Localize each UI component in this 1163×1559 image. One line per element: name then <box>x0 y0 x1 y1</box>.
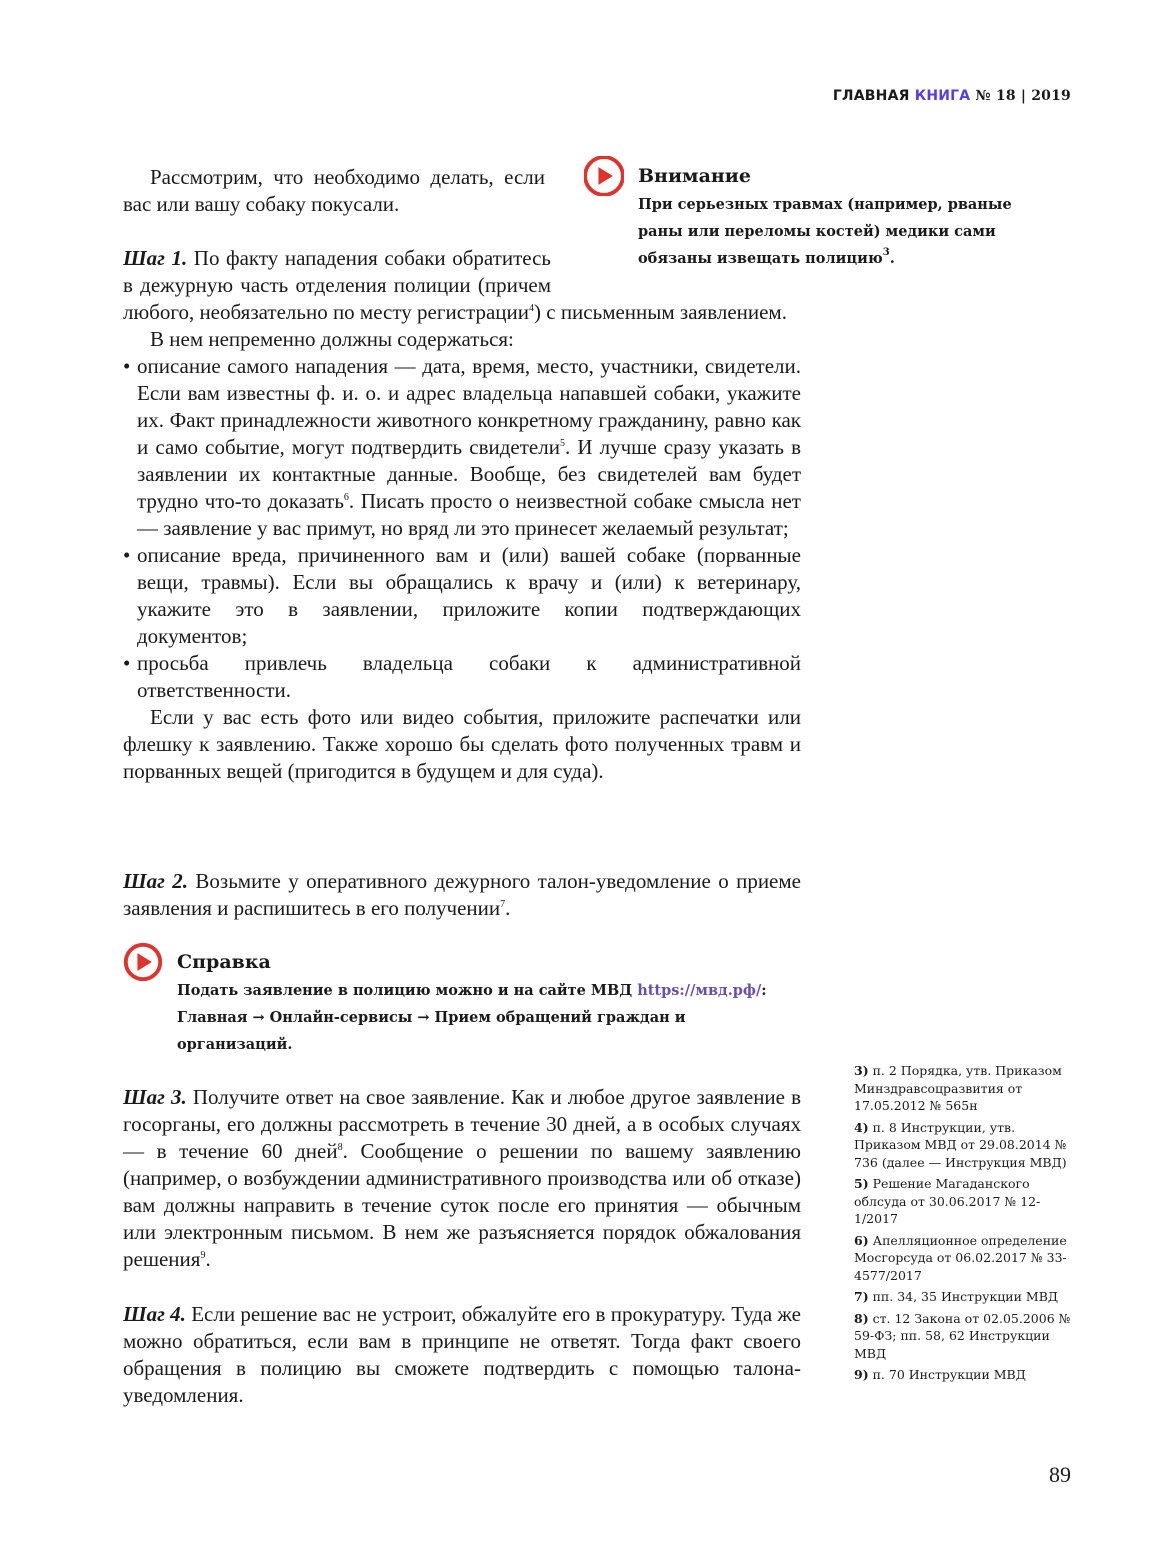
step1-paragraph: Шаг 1. По факту нападения собаки обратитесь в дежурную часть отделения полиции (причем любого, необязательно по месту регистрации$^4$) с письменным заявлением. <box>123 246 787 324</box>
issue-number: № 18 | 2019 <box>975 88 1071 104</box>
step2-label: Шаг 2. <box>123 869 189 893</box>
footnote: 9) п. 70 Инструкции МВД <box>854 1367 1026 1382</box>
brand-part2: КНИГА <box>914 88 971 104</box>
footnote: 6) Апелляционное определение Мосгорсуда от 06.02.2017 № 33-4577/2017 <box>854 1232 1067 1283</box>
step2-section <box>123 868 801 922</box>
step1-label: Шаг 1. <box>123 246 188 270</box>
reference-callout <box>123 942 803 1058</box>
page-number: 89 <box>1049 1462 1071 1487</box>
step3-paragraph: Шаг 3. Получите ответ на свое заявление. Как и любое другое заявление в госорганы, его должны рассмотреть в течение 30 дней, а в особых случаях — в течение 60 дней$^8$. Сообщение о решении по вашему заявлению (например, о возбуждении административного производства или об отказе) вам должны направить в течение суток после его принятия — обычным или электронным письмом. В нем же разъясняется порядок обжалования решения$^9$. <box>123 1085 801 1271</box>
list-intro: В нем непременно должны содержаться: <box>150 327 514 351</box>
brand-part1: ГЛАВНАЯ <box>832 88 910 104</box>
callout-body: Подать заявление в полицию можно и на сайте МВД https://мвд.рф/: Главная → Онлайн-сервисы → Прием обращений граждан и организаций. <box>177 982 767 1053</box>
step2-paragraph: Шаг 2. Возьмите у оперативного дежурного талон-уведомление о приеме заявления и распишитесь в его получении$^7$. <box>123 869 801 920</box>
footnote: 4) п. 8 Инструкции, утв. Приказом МВД от 29.08.2014 № 736 (далее — Инструкция МВД) <box>854 1119 1067 1170</box>
requirements-list <box>123 353 801 704</box>
step3-section <box>123 1084 801 1273</box>
footnote: 8) ст. 12 Закона от 02.05.2006 № 59-ФЗ; пп. 58, 62 Инструкции МВД <box>854 1310 1071 1361</box>
play-circle-icon <box>123 942 163 982</box>
step4-paragraph: Шаг 4. Если решение вас не устроит, обжалуйте его в прокуратуру. Туда же можно обратиться, если вам в принципе не ответят. Тогда факт своего обращения в полицию вы сможете подтвердить с помощью талона-уведомления. <box>123 1302 801 1407</box>
footnote: 7) пп. 34, 35 Инструкции МВД <box>854 1289 1059 1304</box>
intro-block <box>123 164 545 218</box>
list-item: • просьба привлечь владельца собаки к административной ответственности. <box>123 650 801 704</box>
step1-section <box>123 245 801 785</box>
list-item: • описание вреда, причиненного вам и (или) вашей собаке (порванные вещи, травмы). Если вы обращались к врачу и (или) к ветеринару, укажите это в заявлении, приложите копии подтверждающих документов; <box>123 542 801 650</box>
callout-title: Справка <box>177 951 271 973</box>
step1-closing: Если у вас есть фото или видео события, приложите распечатки или флешку к заявлению. Также хорошо бы сделать фото полученных травм и порванных вещей (пригодится в будущем и для суда). <box>123 705 801 783</box>
step4-label: Шаг 4. <box>123 1302 186 1326</box>
list-item: • описание самого нападения — дата, время, место, участники, свидетели. Если вам известны ф. и. о. и адрес владельца напавшей собаки, укажите их. Факт принадлежности животного конкретному гражданину, равно как и само событие, могут подтвердить свидетели$^5$. И лучше сразу указать в заявлении их контактные данные. Вообще, без свидетелей вам будет трудно что-то доказать$^6$. Писать просто о неизвестной собаке смысла нет — заявление у вас примут, но вряд ли это принесет желаемый результат; <box>123 353 801 542</box>
footnote: 5) Решение Магаданского облсуда от 30.06.2017 № 12-1/2017 <box>854 1176 1041 1226</box>
intro-paragraph: Рассмотрим, что необходимо делать, если вас или вашу собаку покусали. <box>123 165 545 216</box>
footnotes <box>854 1062 1079 1388</box>
step4-section <box>123 1301 801 1409</box>
callout-title: Внимание <box>638 165 751 187</box>
step3-label: Шаг 3. <box>123 1085 187 1109</box>
running-header <box>833 88 1071 104</box>
footnote: 3) п. 2 Порядка, утв. Приказом Минздравсоцразвития от 17.05.2012 № 565н <box>854 1063 1062 1113</box>
play-circle-icon <box>584 156 624 196</box>
mvd-link[interactable]: https://мвд.рф/ <box>637 982 762 999</box>
callout-body: При серьезных травмах (например, рваные раны или переломы костей) медики сами обязаны извещать полицию$^3$. <box>638 196 1012 267</box>
